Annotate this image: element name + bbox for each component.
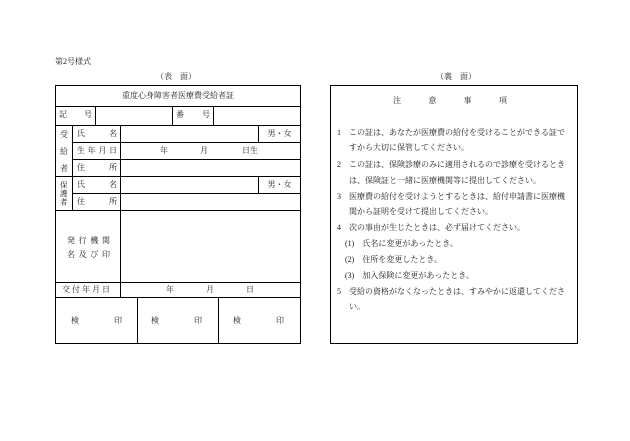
- table-rule: [55, 297, 301, 298]
- issue-date-label: 交付年月日: [62, 284, 110, 294]
- note-line: 1 この証は、あなたが医療費の給付を受けることができる証で: [337, 128, 565, 137]
- recipient-group-label: 受給者: [59, 129, 69, 181]
- issue-year-label: 年: [166, 284, 174, 294]
- front-side-label: （表 面）: [156, 72, 196, 81]
- note-subitem-line: (2) 住所を変更したとき。: [345, 255, 443, 264]
- inspection-seal-label: 検 印: [71, 315, 122, 325]
- table-rule: [137, 297, 138, 343]
- bangou-label: 番 号: [176, 110, 210, 119]
- note-line: 3 医療費の給付を受けようとするときは、給付申請書に医療機: [337, 192, 565, 201]
- table-rule: [172, 106, 173, 125]
- recipient-birthdate-label: 生年月日: [77, 145, 117, 155]
- note-line: 4 次の事由が生じたときは、必ず届けてください。: [337, 223, 525, 232]
- recipient-address-field: [121, 160, 300, 176]
- issue-month-label: 月: [206, 284, 214, 294]
- table-rule: [72, 142, 301, 143]
- guardian-name-label: 氏 名: [77, 179, 117, 189]
- recipient-name-field: [121, 126, 258, 142]
- recipient-name-label: 氏 名: [77, 128, 117, 138]
- table-rule: [218, 297, 219, 343]
- table-rule: [55, 282, 301, 283]
- kigou-value-field: [96, 107, 172, 125]
- table-rule: [72, 125, 73, 210]
- issuer-label-line-1: 発行機関: [67, 236, 110, 245]
- guardian-address-label: 住 所: [77, 196, 117, 206]
- note-line: い。: [349, 302, 365, 311]
- guardian-group-label: 保護者: [59, 180, 69, 207]
- note-line: は、保険証と一緒に医療機関等に提出してください。: [349, 176, 541, 185]
- issuer-label-line-2: 名及び印: [67, 250, 110, 259]
- guardian-address-field: [121, 194, 300, 210]
- note-subitem-line: (3) 加入保険に変更があったとき。: [345, 271, 474, 280]
- bangou-value-field: [214, 107, 300, 125]
- kigou-label: 記 号: [59, 110, 92, 119]
- note-line: 5 受給の資格がなくなったときは、すみやかに返還してくださ: [337, 287, 565, 296]
- issue-day-label: 日: [246, 284, 254, 294]
- birth-day-label: 日生: [242, 145, 258, 155]
- guardian-sex-label: 男・女: [267, 179, 292, 189]
- back-side-label: （裏 面）: [436, 72, 476, 81]
- note-line: 2 この証は、保険診療のみに適用されるので診療を受けるとき: [337, 160, 565, 169]
- certificate-front-form: [55, 85, 301, 344]
- notes-box: [330, 85, 578, 344]
- recipient-address-label: 住 所: [77, 162, 117, 172]
- note-subitem-line: (1) 氏名に変更があったとき。: [345, 239, 458, 248]
- birth-year-label: 年: [160, 145, 168, 155]
- birth-month-label: 月: [200, 145, 208, 155]
- notes-heading: 注 意 事 項: [393, 96, 507, 105]
- form-number-label: 第2号様式: [55, 57, 91, 66]
- inspection-seal-label: 検 印: [151, 315, 202, 325]
- issuer-seal-field: [121, 211, 300, 282]
- guardian-name-field: [121, 177, 258, 193]
- recipient-sex-label: 男・女: [267, 128, 292, 138]
- note-line: すから大切に保管してください。: [349, 143, 469, 152]
- certificate-title: 重度心身障害者医療費受給者証: [122, 91, 234, 100]
- note-line: 関から証明を受けて提出してください。: [349, 207, 493, 216]
- inspection-seal-label: 検 印: [233, 315, 284, 325]
